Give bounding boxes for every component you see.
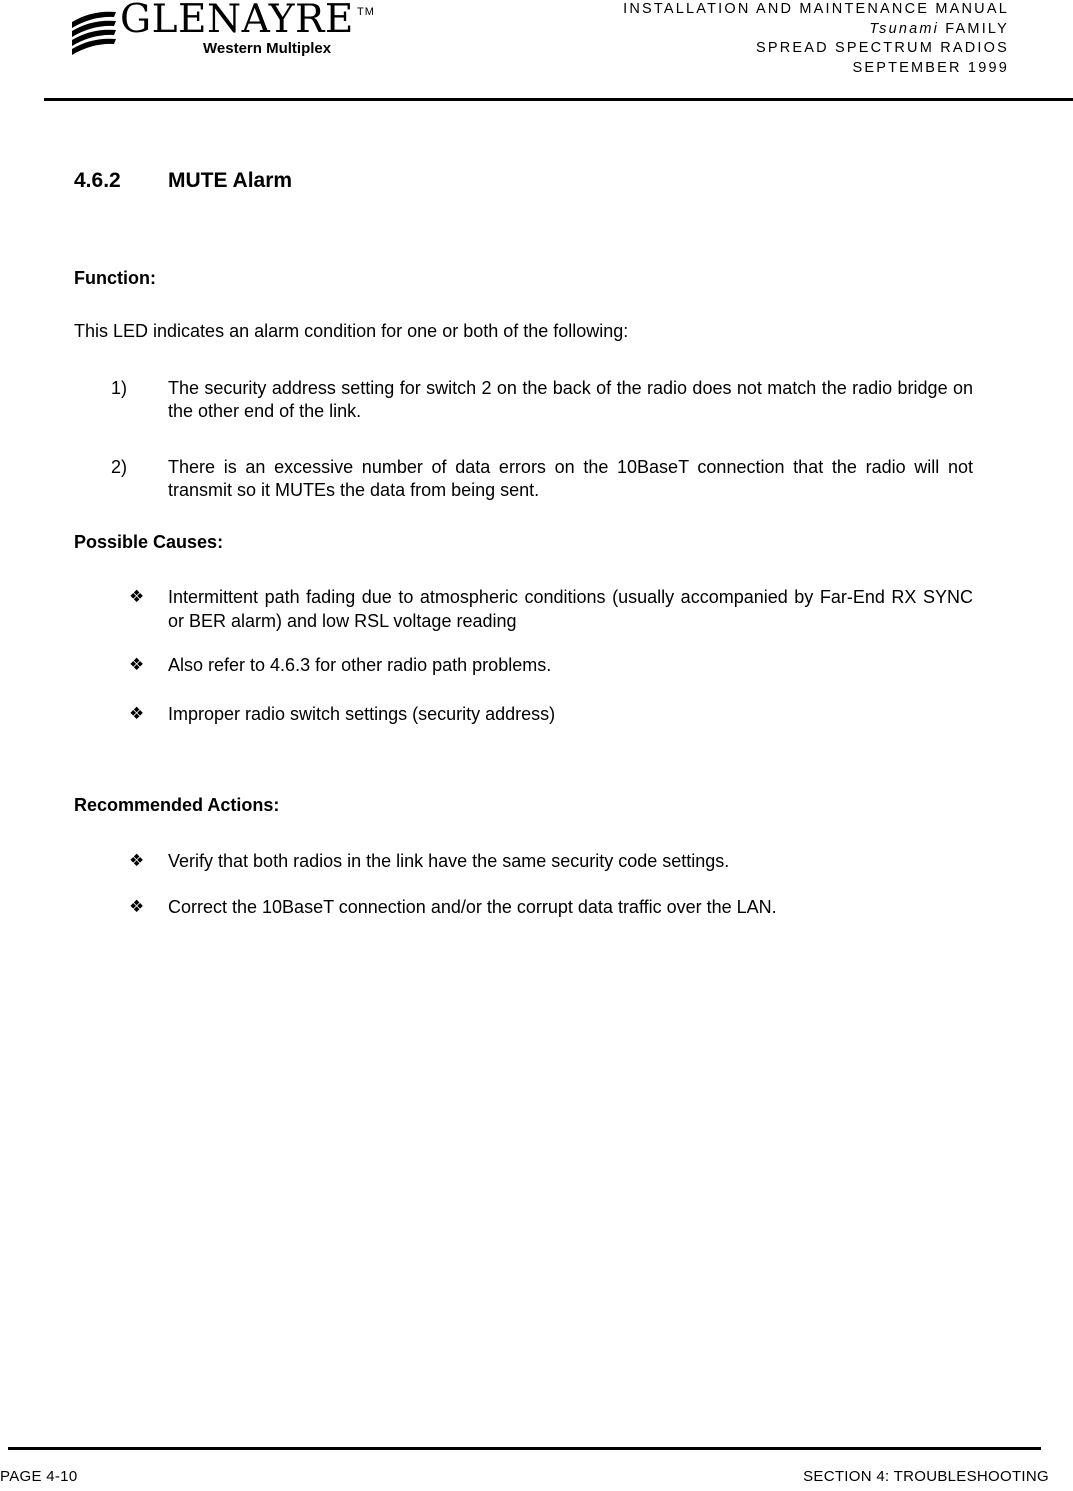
diamond-bullet-icon: ❖ bbox=[129, 655, 145, 675]
function-heading: Function: bbox=[74, 268, 156, 288]
footer-divider bbox=[8, 1447, 1041, 1450]
function-intro: This LED indicates an alarm condition for one or both of the following: bbox=[74, 321, 629, 341]
item-number: 1) bbox=[111, 378, 128, 398]
logo-wordmark: GLENAYRE bbox=[120, 0, 354, 42]
bullet-text: Intermittent path fading due to atmospheric conditions (usually accompanied by Far-End RX SYNC or BER alarm) and low RSL voltage reading bbox=[168, 587, 973, 631]
bullet-text: Improper radio switch settings (security address) bbox=[168, 704, 556, 724]
product-family bbox=[623, 20, 1009, 40]
bullet-item bbox=[129, 653, 973, 677]
family-suffix: FAMILY bbox=[939, 20, 1009, 37]
item-number: 2) bbox=[111, 457, 128, 477]
bullet-item bbox=[129, 849, 973, 873]
numbered-item bbox=[111, 456, 973, 502]
bullet-text: Verify that both radios in the link have the same security code settings. bbox=[168, 851, 730, 871]
logo-subtitle: Western Multiplex bbox=[203, 40, 332, 57]
bullet-item bbox=[129, 702, 973, 726]
bullet-item bbox=[129, 895, 973, 919]
logo-stripes-icon bbox=[70, 8, 118, 56]
section-title bbox=[74, 169, 292, 193]
product-line: SPREAD SPECTRUM RADIOS bbox=[755, 40, 1009, 56]
header-divider bbox=[44, 98, 1073, 101]
actions-heading: Recommended Actions: bbox=[74, 795, 280, 815]
diamond-bullet-icon: ❖ bbox=[129, 704, 145, 724]
bullet-item bbox=[129, 585, 973, 633]
item-text: There is an excessive number of data errors on the 10BaseT connection that the radio will not transmit so it MUTEs the data from being sent. bbox=[168, 457, 973, 500]
logo-trademark: TM bbox=[357, 6, 375, 18]
bullet-text: Correct the 10BaseT connection and/or the corrupt data traffic over the LAN. bbox=[168, 897, 777, 917]
diamond-bullet-icon: ❖ bbox=[129, 897, 145, 917]
company-logo bbox=[70, 0, 375, 62]
section-number: 4.6.2 bbox=[74, 169, 121, 192]
bullet-text: Also refer to 4.6.3 for other radio path problems. bbox=[168, 655, 552, 675]
section-name: MUTE Alarm bbox=[168, 169, 293, 192]
section-label: SECTION 4: TROUBLESHOOTING bbox=[803, 1468, 1049, 1485]
manual-title: INSTALLATION AND MAINTENANCE MANUAL bbox=[623, 1, 1009, 17]
family-name: Tsunami bbox=[869, 20, 940, 37]
header-title-block bbox=[623, 0, 1009, 78]
item-text: The security address setting for switch 2 on the back of the radio does not match the radio bridge on the other end of the link. bbox=[168, 378, 973, 421]
numbered-item bbox=[111, 377, 973, 423]
diamond-bullet-icon: ❖ bbox=[129, 587, 145, 607]
diamond-bullet-icon: ❖ bbox=[129, 851, 145, 871]
page-number: PAGE 4-10 bbox=[0, 1468, 78, 1485]
causes-heading: Possible Causes: bbox=[74, 532, 224, 552]
publication-date: SEPTEMBER 1999 bbox=[852, 59, 1009, 76]
